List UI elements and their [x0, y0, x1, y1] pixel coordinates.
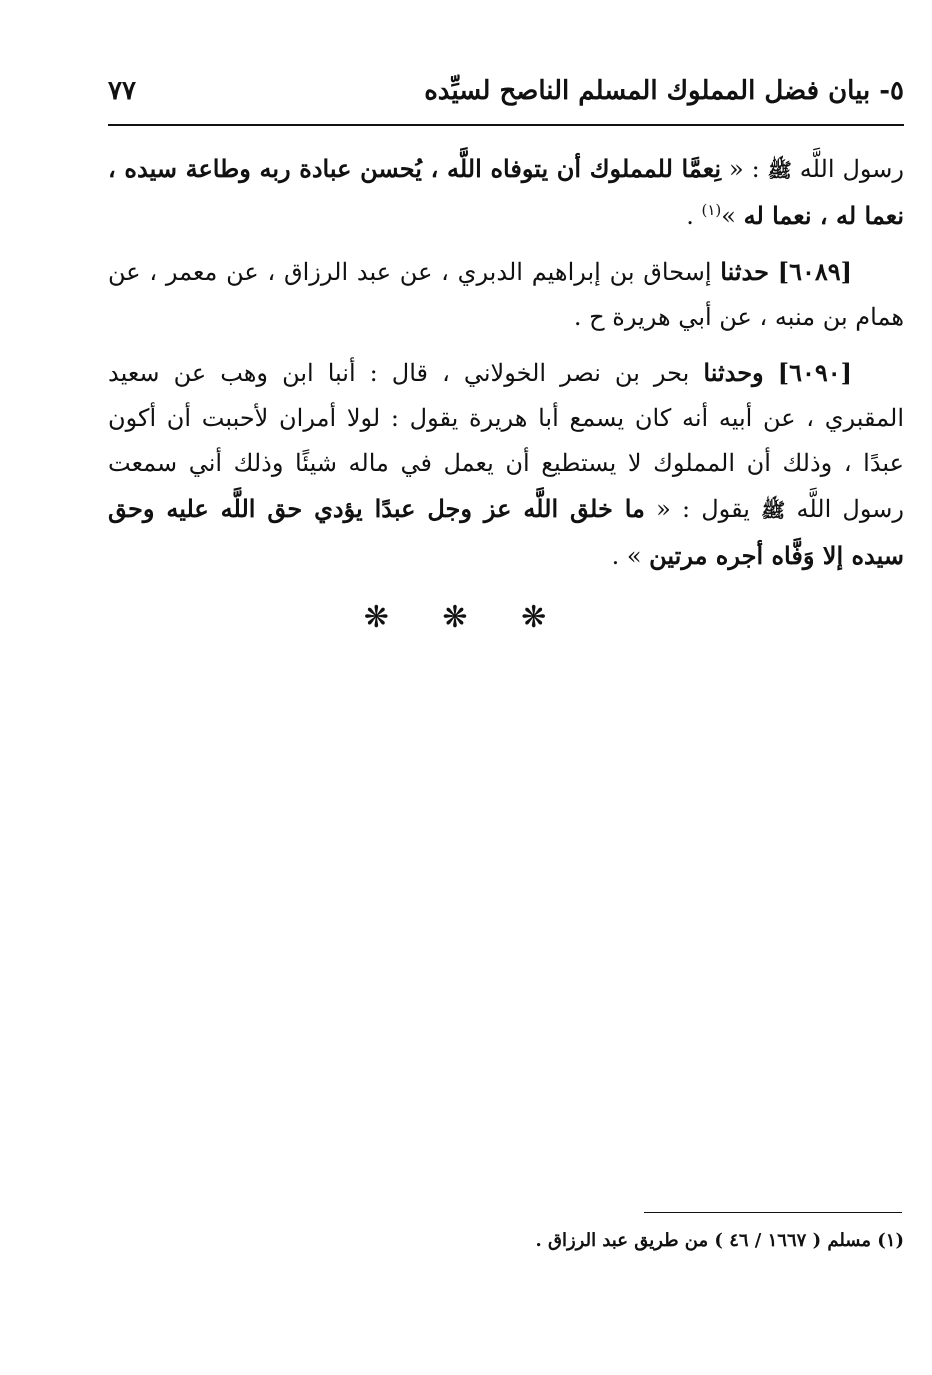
header-divider — [108, 124, 904, 126]
salla-honorific: ﷺ — [761, 498, 786, 522]
prophetic-quote: نِعمَّا للمملوك أن يتوفاه اللَّه ، يُحسن عبادة ربه وطاعة سيده ، نعما له ، نعما له — [108, 154, 904, 230]
hadith-number: [٦٠٩٠] — [777, 358, 852, 387]
quote-intro: يقول : « — [644, 495, 762, 523]
page-number: ٧٧ — [108, 76, 136, 106]
narration-lead: رسول اللَّه — [799, 155, 905, 183]
isnad-text: إسحاق بن إبراهيم الدبري ، عن عبد الرزاق ، عن معمر ، عن همام بن منبه ، عن أبي هريرة ح . — [108, 258, 904, 331]
sentence-end: . — [686, 202, 702, 230]
quote-open: : « — [721, 155, 768, 183]
page-header — [108, 72, 904, 112]
footnote-divider — [644, 1212, 902, 1213]
paragraph-hadith-continuation — [108, 146, 904, 239]
isnad-text: بحر بن نصر الخولاني ، قال : أنبا ابن وهب عن سعيد المقبري ، عن أبيه أنه كان يسمع أبا هريرة يقول : لولا أمران لأحببت أن أكون عبدًا ، وذلك أن المملوك لا يستطيع أن يعمل في ماله شيئًا وذلك أني سمعت رسول اللَّه — [108, 359, 904, 523]
paragraph-hadith-6090 — [108, 350, 904, 579]
section-separator-asterisks: ❋ ❋ ❋ — [363, 600, 569, 635]
chapter-title: ٥- بيان فضل المملوك المسلم الناصح لسيِّده — [424, 76, 904, 106]
quote-close: » . — [611, 542, 650, 570]
hadith-number: [٦٠٨٩] — [777, 257, 852, 286]
paragraph-hadith-6089 — [108, 249, 904, 340]
salla-honorific: ﷺ — [767, 158, 792, 182]
prophetic-quote: ما خلق اللَّه عز وجل عبدًا يؤدي حق اللَّه عليه وحق سيده إلا وَفَّاه أجره مرتين — [108, 494, 904, 570]
main-text — [108, 146, 904, 589]
quote-close: » — [721, 202, 744, 230]
footnote: (١) مسلم ( ١٦٦٧ / ٤٦ ) من طريق عبد الرزاق . — [535, 1230, 904, 1251]
narration-verb: حدثنا — [720, 257, 769, 286]
narration-verb: وحدثنا — [703, 358, 764, 387]
footnote-reference[interactable]: (١) — [701, 201, 722, 219]
